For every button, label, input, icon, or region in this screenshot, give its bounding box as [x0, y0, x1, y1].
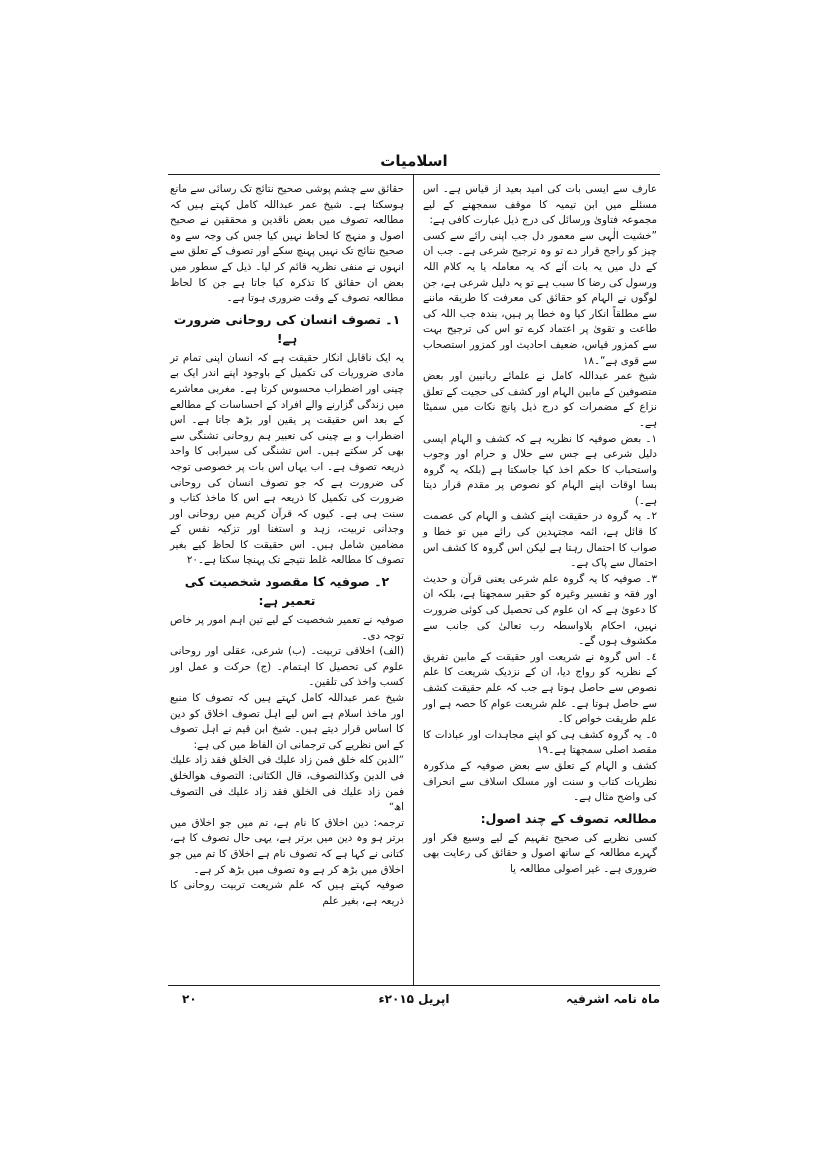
paragraph: ”خشیت الٰہی سے معمور دل جب اپنی رائے سے کسی چیز کو راجح قرار دے تو وہ ترجیح شرعی ہے۔ جب ان کے دل میں یہ بات آئے کہ یہ معاملہ یا یہ کلام اللہ ورسول کی رضا کا سبب ہے تو یہ دلیل شرعی ہے، جن لوگوں نے الہام کو حقائق کی معرفت کا طریقہ ماننے سے مطلقاً انکار کیا وہ خطا پر ہیں، بندہ جب اللہ کی طاعت و تقویٰ پر اعتماد کرے تو اس کی ترجیح بہت سے کمزور قیاس، ضعیف احادیث اور کمزور استصحاب سے قوی ہے“۔١٨ — [422, 229, 657, 367]
paragraph: ٥۔ یہ گروہ کشف ہی کو اپنے مجاہدات اور عبادات کا مقصد اصلی سمجھتا ہے۔١٩ — [423, 728, 657, 757]
header-rule — [168, 174, 660, 175]
paragraph: شیخ عمر عبداللہ کامل نے علمائے ربانیین اور بعض متصوفین کے مابین الہام اور کشف کی حجیت کے تعلق نزاع کے مضمرات کو درج ذیل پانچ نکات میں سمیٹا ہے۔ — [423, 370, 657, 429]
paragraph: صوفیہ نے تعمیر شخصیت کے لیے تین اہم امور پر خاص توجہ دی۔ — [170, 614, 404, 642]
page-footer — [168, 992, 660, 1014]
left-column — [170, 182, 404, 909]
arabic-quote: ”الدین کله خلق فمن زاد علیك فی الخلق فقد زاد علیك فی الدین وکذالتصوف، قال الکتانی: التصوف هوالخلق فمن زاد علیك فی الخلق فقد زاد علیك فی التصوف اھ“ — [170, 754, 404, 814]
footer-page-number: ٢٠ — [182, 992, 197, 1006]
section-heading: ٢۔ صوفیہ کا مقصود شخصیت کی تعمیر ہے: — [184, 574, 390, 609]
paragraph: عارف سے ایسی بات کی امید بعید از قیاس ہے۔ اس مسئلے میں ابن تیمیہ کا موقف سمجھنے کے لیے مجموعہ فتاویٰ ورسائل کی درج ذیل عبارت کافی ہے: — [423, 183, 657, 227]
column-divider — [413, 175, 414, 985]
footer-rule — [168, 985, 660, 986]
footer-date: اپریل ۲۰۱۵ء — [378, 992, 450, 1006]
section-heading: ١۔ تصوف انسان کی روحانی ضرورت ہے! — [173, 311, 401, 346]
paragraph: کسی نظریے کی صحیح تفہیم کے لیے وسیع فکر اور گہرے مطالعہ کے ساتھ اصول و حقائق کی رعایت بھی ضروری ہے۔ غیر اصولی مطالعہ یا — [423, 831, 657, 875]
paragraph: (الف) اخلاقی تربیت۔ (ب) شرعی، عقلی اور روحانی علوم کی تحصیل کا اہتمام۔ (ج) حرکت و عمل اور کسب واخذ کی تلقین۔ — [170, 645, 404, 689]
paragraph: صوفیہ کہتے ہیں کہ علم شریعت تربیت روحانی کا ذریعہ ہے، بغیر علم — [170, 879, 404, 907]
paragraph: ٤۔ اس گروہ نے شریعت اور حقیقت کے مابین تفریق کے نظریہ کو رواج دیا، ان کے نزدیک شریعت کا علم نصوص سے حاصل ہوتا ہے جب کہ علم حقیقت کشف سے حاصل ہوتا ہے۔ علم شریعت عوام کا حصہ ہے اور علم طریقت خواص کا۔ — [423, 650, 657, 726]
paragraph: یہ ایک ناقابل انکار حقیقت ہے کہ انسان اپنی تمام تر مادی ضروریات کی تکمیل کے باوجود اپنے اندر ایک بے چینی اور اضطراب محسوس کرتا ہے۔ مغربی معاشرے میں زندگی گزارنے والے افراد کے احساسات کے مطالعے کے بعد اس حقیقت پر یقین اور بڑھ جاتا ہے۔ اس اضطراب و بے چینی کی تعبیر ہم روحانی تشنگی سے بھی کر سکتے ہیں۔ اس تشنگی کی سیرابی کا واحد ذریعہ تصوف ہے۔ اب یہاں اس بات پر خصوصی توجہ کی ضرورت ہے کہ جو تصوف انسان کی روحانی ضرورت کی تکمیل کا ذریعہ ہے اس کا ماخذ کتاب و سنت ہی ہے۔ کیوں کہ قرآن کریم میں روحانی اور وجدانی تربیت، زہد و استغنا اور تزکیہ نفس کے مضامین شامل ہیں۔ اس حقیقت کا لحاظ کیے بغیر تصوف کا مطالعہ غلط نتیجے تک پہنچا سکتا ہے۔٢٠ — [170, 351, 404, 567]
paragraph: حقائق سے چشم پوشی صحیح نتائج تک رسائی سے مانع ہوسکتا ہے۔ شیخ عمر عبداللہ کامل کہتے ہیں کہ مطالعہ تصوف میں بعض ناقدین و محققین نے صحیح اصول و منہج کا لحاظ نہیں کیا جس کی وجہ سے وہ صحیح نتائج تک نہیں پہنچ سکے اور تصوف کے تعلق سے انہوں نے منفی نظریہ قائم کر لیا۔ ذیل کے سطور میں بعض ان حقائق کا تذکرہ کیا جاتا ہے جن کا لحاظ مطالعہ تصوف کے وقت ضروری ہوتا ہے۔ — [170, 183, 404, 305]
paragraph: کشف و الہام کے تعلق سے بعض صوفیہ کے مذکورہ نظریات کتاب و سنت اور مسلک اسلاف سے انحراف کی واضح مثال ہے۔ — [423, 759, 657, 804]
paragraph: شیخ عمر عبداللہ کامل کہتے ہیں کہ تصوف کا منبع اور ماخذ اسلام ہے اس لیے اہل تصوف اخلاق کو دین کا اساس قرار دیتے ہیں۔ شیخ ابن قیم نے اہل تصوف کے اس نظریے کی ترجمانی ان الفاظ میں کی ہے: — [170, 692, 404, 751]
paragraph: ١۔ بعض صوفیہ کا نظریہ ہے کہ کشف و الہام ایسی دلیل شرعی ہے جس سے حلال و حرام اور وجوب واستحباب کا حکم اخذ کیا جاسکتا ہے (بلکہ یہ گروہ بسا اوقات اپنے الہام کو نصوص پر مقدم قرار دیتا ہے۔) — [423, 432, 657, 507]
paragraph: ٣۔ صوفیہ کا یہ گروہ علم شرعی یعنی قرآن و حدیث اور فقہ و تفسیر وغیرہ کو حقیر سمجھتا ہے، بلکہ ان کا دعویٰ ہے کہ ان علوم کی تحصیل کی کوئی ضرورت نہیں، احکام بلاواسطہ رب تعالیٰ کی جانب سے مکشوف ہوں گے۔ — [423, 572, 657, 648]
section-heading: مطالعہ تصوف کے چند اصول: — [480, 810, 657, 826]
paragraph: ترجمہ: دین اخلاق کا نام ہے، تم میں جو اخلاق میں برتر ہو وہ دین میں برتر ہے، یہی حال تصوف کا ہے، کتانی نے کہا ہے کہ تصوف نام ہے اخلاق کا تم میں جو اخلاق میں بڑھ کر ہے وہ تصوف میں بڑھ کر ہے۔ — [170, 816, 404, 876]
footer-journal-name: ماہ نامہ اشرفیہ — [566, 992, 660, 1006]
paragraph: ٢۔ یہ گروہ در حقیقت اپنے کشف و الہام کی عصمت کا قائل ہے، ائمہ مجتہدین کی رائے میں تو خطا و صواب کا احتمال رہتا ہے لیکن اس گروہ کا کشف اس احتمال سے پاک ہے۔ — [423, 510, 657, 570]
right-column — [423, 182, 657, 878]
running-head-title: اسلامیات — [380, 152, 448, 170]
